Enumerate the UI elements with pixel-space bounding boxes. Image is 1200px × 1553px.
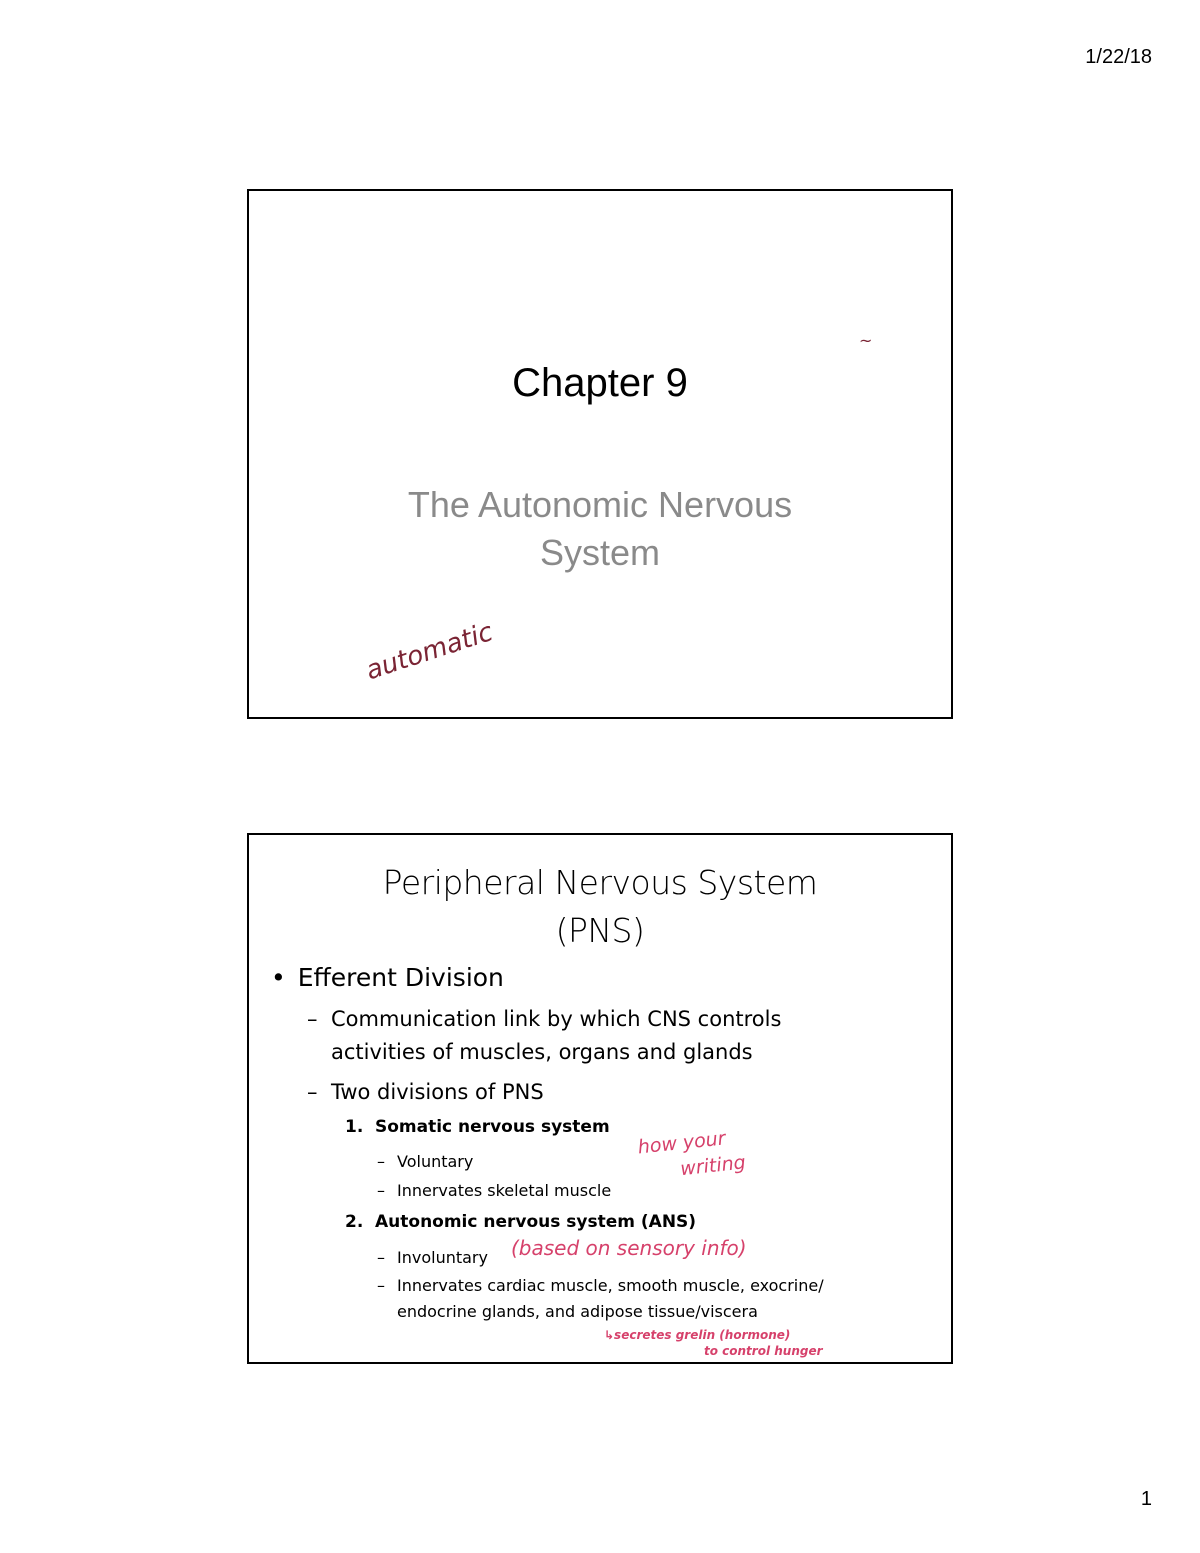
bullet-efferent-division bbox=[271, 963, 504, 992]
title-line-2: (PNS) bbox=[555, 911, 645, 950]
dash-marker: – bbox=[377, 1152, 385, 1171]
page-date: 1/22/18 bbox=[1085, 46, 1152, 68]
numbered-item-somatic bbox=[345, 1117, 610, 1137]
sub-point-line-1: Communication link by which CNS controls bbox=[331, 1007, 782, 1031]
detail-voluntary bbox=[377, 1149, 473, 1175]
handwritten-mark: ~ bbox=[859, 331, 873, 350]
dash-marker: – bbox=[307, 1007, 318, 1031]
detail-text: Voluntary bbox=[397, 1152, 474, 1171]
handwritten-note-sensory: (based on sensory info) bbox=[511, 1236, 747, 1260]
sub-point-communication bbox=[307, 1003, 781, 1069]
sub-point-text: Two divisions of PNS bbox=[331, 1080, 544, 1104]
sub-point-two-divisions bbox=[307, 1076, 544, 1109]
detail-line-1: Innervates cardiac muscle, smooth muscle, exocrine/ bbox=[397, 1276, 824, 1295]
dash-marker: – bbox=[307, 1080, 318, 1104]
sub-point-line-2: activities of muscles, organs and glands bbox=[331, 1040, 753, 1064]
page-number: 1 bbox=[1140, 1488, 1152, 1510]
bullet-marker: • bbox=[271, 963, 286, 992]
detail-skeletal-muscle bbox=[377, 1178, 611, 1204]
detail-innervates-cardiac bbox=[377, 1273, 897, 1325]
handwritten-note-how-your-writing bbox=[637, 1124, 747, 1187]
slide-pns bbox=[247, 833, 953, 1364]
handwritten-note-grelin bbox=[604, 1327, 823, 1359]
item-number: 1. bbox=[345, 1117, 364, 1137]
handwritten-line-1: ↳secretes grelin (hormone) bbox=[604, 1328, 791, 1342]
detail-line-2: endocrine glands, and adipose tissue/viscera bbox=[397, 1302, 758, 1321]
item-number: 2. bbox=[345, 1212, 364, 1232]
dash-marker: – bbox=[377, 1181, 385, 1200]
bullet-text: Efferent Division bbox=[297, 963, 504, 992]
subtitle-line-2: System bbox=[539, 532, 661, 573]
handwritten-line-1: how your bbox=[636, 1127, 727, 1159]
item-label: Somatic nervous system bbox=[375, 1117, 610, 1137]
slide-title bbox=[249, 859, 951, 955]
item-label: Autonomic nervous system (ANS) bbox=[375, 1212, 697, 1232]
handwritten-line-2: to control hunger bbox=[704, 1344, 823, 1358]
title-line-1: Peripheral Nervous System bbox=[382, 863, 818, 902]
handwritten-note-automatic: automatic bbox=[362, 617, 497, 687]
subtitle-line-1: The Autonomic Nervous bbox=[407, 484, 793, 525]
dash-marker: – bbox=[377, 1276, 385, 1295]
handwritten-line-2: writing bbox=[679, 1151, 747, 1181]
numbered-item-autonomic bbox=[345, 1212, 696, 1232]
detail-involuntary bbox=[377, 1245, 488, 1271]
slide-title: Chapter 9 bbox=[512, 361, 688, 405]
detail-text: Involuntary bbox=[397, 1248, 488, 1267]
slide-subtitle bbox=[249, 481, 951, 577]
slide-chapter-title bbox=[247, 189, 953, 719]
dash-marker: – bbox=[377, 1248, 385, 1267]
detail-text: Innervates skeletal muscle bbox=[397, 1181, 612, 1200]
